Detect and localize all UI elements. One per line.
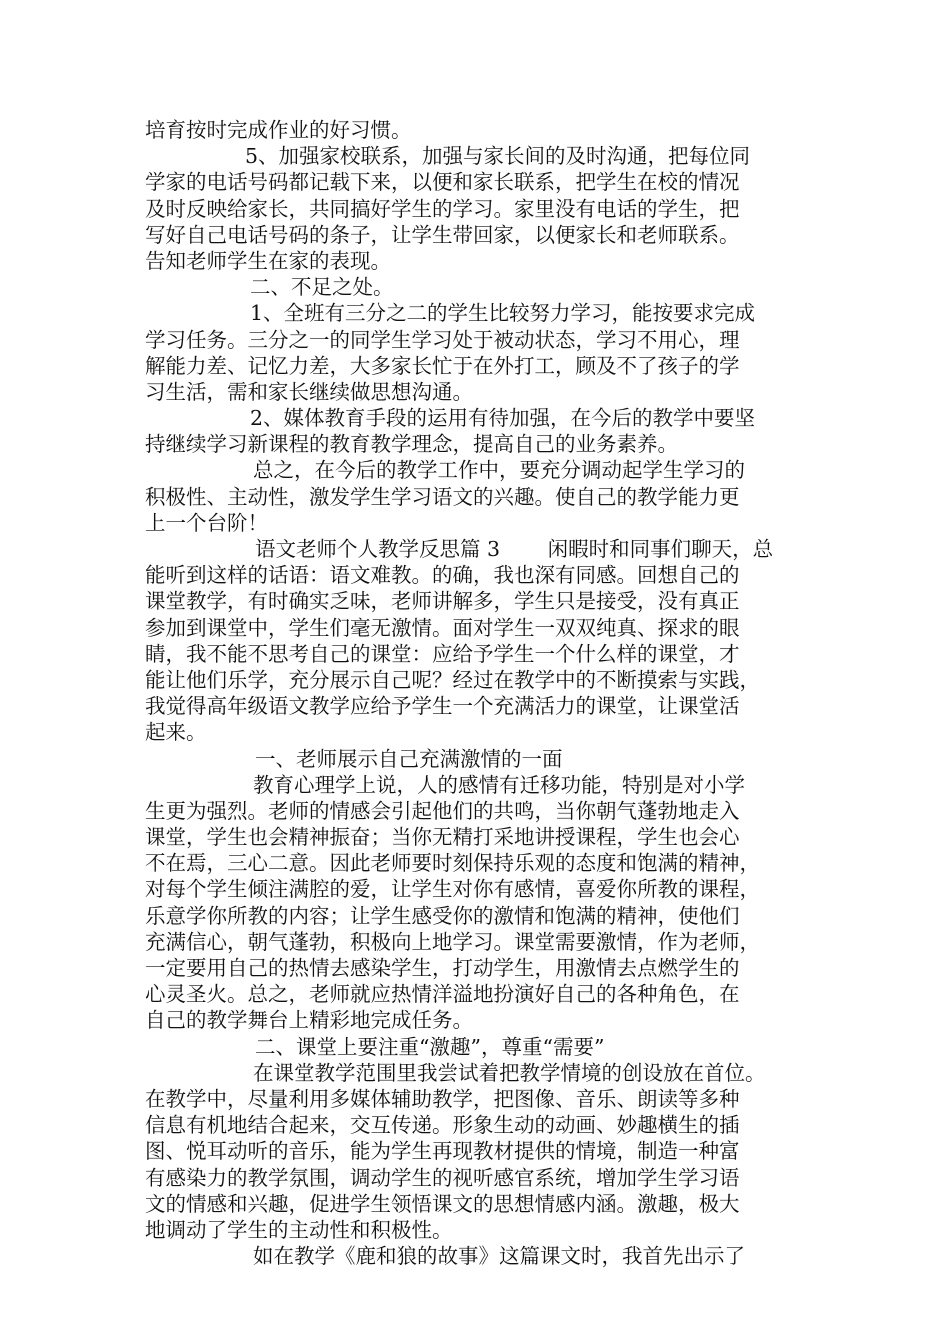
text-line: 有感染力的教学氛围，调动学生的视听感官系统，增加学生学习语 <box>145 1165 740 1190</box>
document-body <box>145 117 825 1269</box>
text-line: 持继续学习新课程的教育教学理念，提高自己的业务素养。 <box>145 432 678 457</box>
text-line: 生更为强烈。老师的情感会引起他们的共鸣，当你朝气蓬勃地走入 <box>145 798 740 823</box>
text-line: 图、悦耳动听的音乐，能为学生再现教材提供的情境，制造一种富 <box>145 1139 740 1164</box>
text-line: 总之，在今后的教学工作中，要充分调动起学生学习的 <box>253 458 745 483</box>
text-line: 二、不足之处。 <box>250 275 394 300</box>
text-line: 写好自己电话号码的条子，让学生带回家，以便家长和老师联系。 <box>145 222 740 247</box>
text-line: 参加到课堂中，学生们毫无激情。面对学生一双双纯真、探求的眼 <box>145 615 740 640</box>
text-line: 教育心理学上说，人的感情有迁移功能，特别是对小学 <box>253 772 745 797</box>
text-line: 课堂，学生也会精神振奋；当你无精打采地讲授课程，学生也会心 <box>145 825 740 850</box>
text-line: 一定要用自己的热情去感染学生，打动学生，用激情去点燃学生的 <box>145 956 740 980</box>
text-line: 及时反映给家长，共同搞好学生的学习。家里没有电话的学生，把 <box>145 196 740 221</box>
text-line: 起来。 <box>145 720 207 745</box>
text-line: 充满信心，朝气蓬勃，积极向上地学习。课堂需要激情，作为老师， <box>145 929 760 954</box>
text-line: 文的情感和兴趣，促进学生领悟课文的思想情感内涵。激趣，极大 <box>145 1191 740 1216</box>
text-line: 5、加强家校联系，加强与家长间的及时沟通，把每位同 <box>245 144 751 169</box>
text-line: 二、课堂上要注重“激趣”，尊重“需要” <box>255 1034 605 1059</box>
text-line: 睛，我不能不思考自己的课堂：应给予学生一个什么样的课堂，才 <box>145 641 740 666</box>
text-line: 一、老师展示自己充满激情的一面 <box>255 746 563 771</box>
text-line: 信息有机地结合起来，交互传递。形象生动的动画、妙趣横生的插 <box>145 1113 740 1138</box>
text-line: 地调动了学生的主动性和积极性。 <box>145 1217 453 1242</box>
text-line: 乐意学你所教的内容；让学生感受你的激情和饱满的精神，使他们 <box>145 903 740 928</box>
text-line: 课堂教学，有时确实乏味，老师讲解多，学生只是接受，没有真正 <box>145 589 740 614</box>
text-line: 语文老师个人教学反思篇 3 闲暇时和同事们聊天，总 <box>255 537 774 561</box>
text-line: 我觉得高年级语文教学应给予学生一个充满活力的课堂，让课堂活 <box>145 694 740 719</box>
text-line: 自己的教学舞台上精彩地完成任务。 <box>145 1008 473 1033</box>
text-line: 心灵圣火。总之，老师就应热情洋溢地扮演好自己的各种角色，在 <box>145 982 740 1007</box>
text-line: 习生活，需和家长继续做思想沟通。 <box>145 379 473 404</box>
text-line: 不在焉，三心二意。因此老师要时刻保持乐观的态度和饱满的精神， <box>145 851 760 876</box>
text-line: 学习任务。三分之一的同学生学习处于被动状态，学习不用心，理 <box>145 327 740 352</box>
text-line: 解能力差、记忆力差，大多家长忙于在外打工，顾及不了孩子的学 <box>145 353 740 378</box>
text-line: 能听到这样的话语：语文难教。的确，我也深有同感。回想自己的 <box>145 563 740 588</box>
text-line: 学家的电话号码都记载下来，以便和家长联系，把学生在校的情况 <box>145 170 740 195</box>
text-line: 如在教学《鹿和狼的故事》这篇课文时，我首先出示了 <box>253 1244 745 1269</box>
text-line: 培育按时完成作业的好习惯。 <box>145 118 412 142</box>
text-line: 上一个台阶！ <box>145 510 268 535</box>
text-line: 在教学中，尽量利用多媒体辅助教学，把图像、音乐、朗读等多种 <box>145 1086 740 1111</box>
text-line: 2、媒体教育手段的运用有待加强，在今后的教学中要坚 <box>250 406 756 431</box>
text-line: 能让他们乐学，充分展示自己呢？经过在教学中的不断摸索与实践， <box>145 667 760 692</box>
text-line: 在课堂教学范围里我尝试着把教学情境的创设放在首位。 <box>253 1060 766 1085</box>
text-line: 1、全班有三分之二的学生比较努力学习，能按要求完成 <box>250 301 756 326</box>
text-line: 告知老师学生在家的表现。 <box>145 248 391 273</box>
text-line: 积极性、主动性，激发学生学习语文的兴趣。使自己的教学能力更 <box>145 484 740 509</box>
text-line: 对每个学生倾注满腔的爱，让学生对你有感情，喜爱你所教的课程， <box>145 877 760 902</box>
